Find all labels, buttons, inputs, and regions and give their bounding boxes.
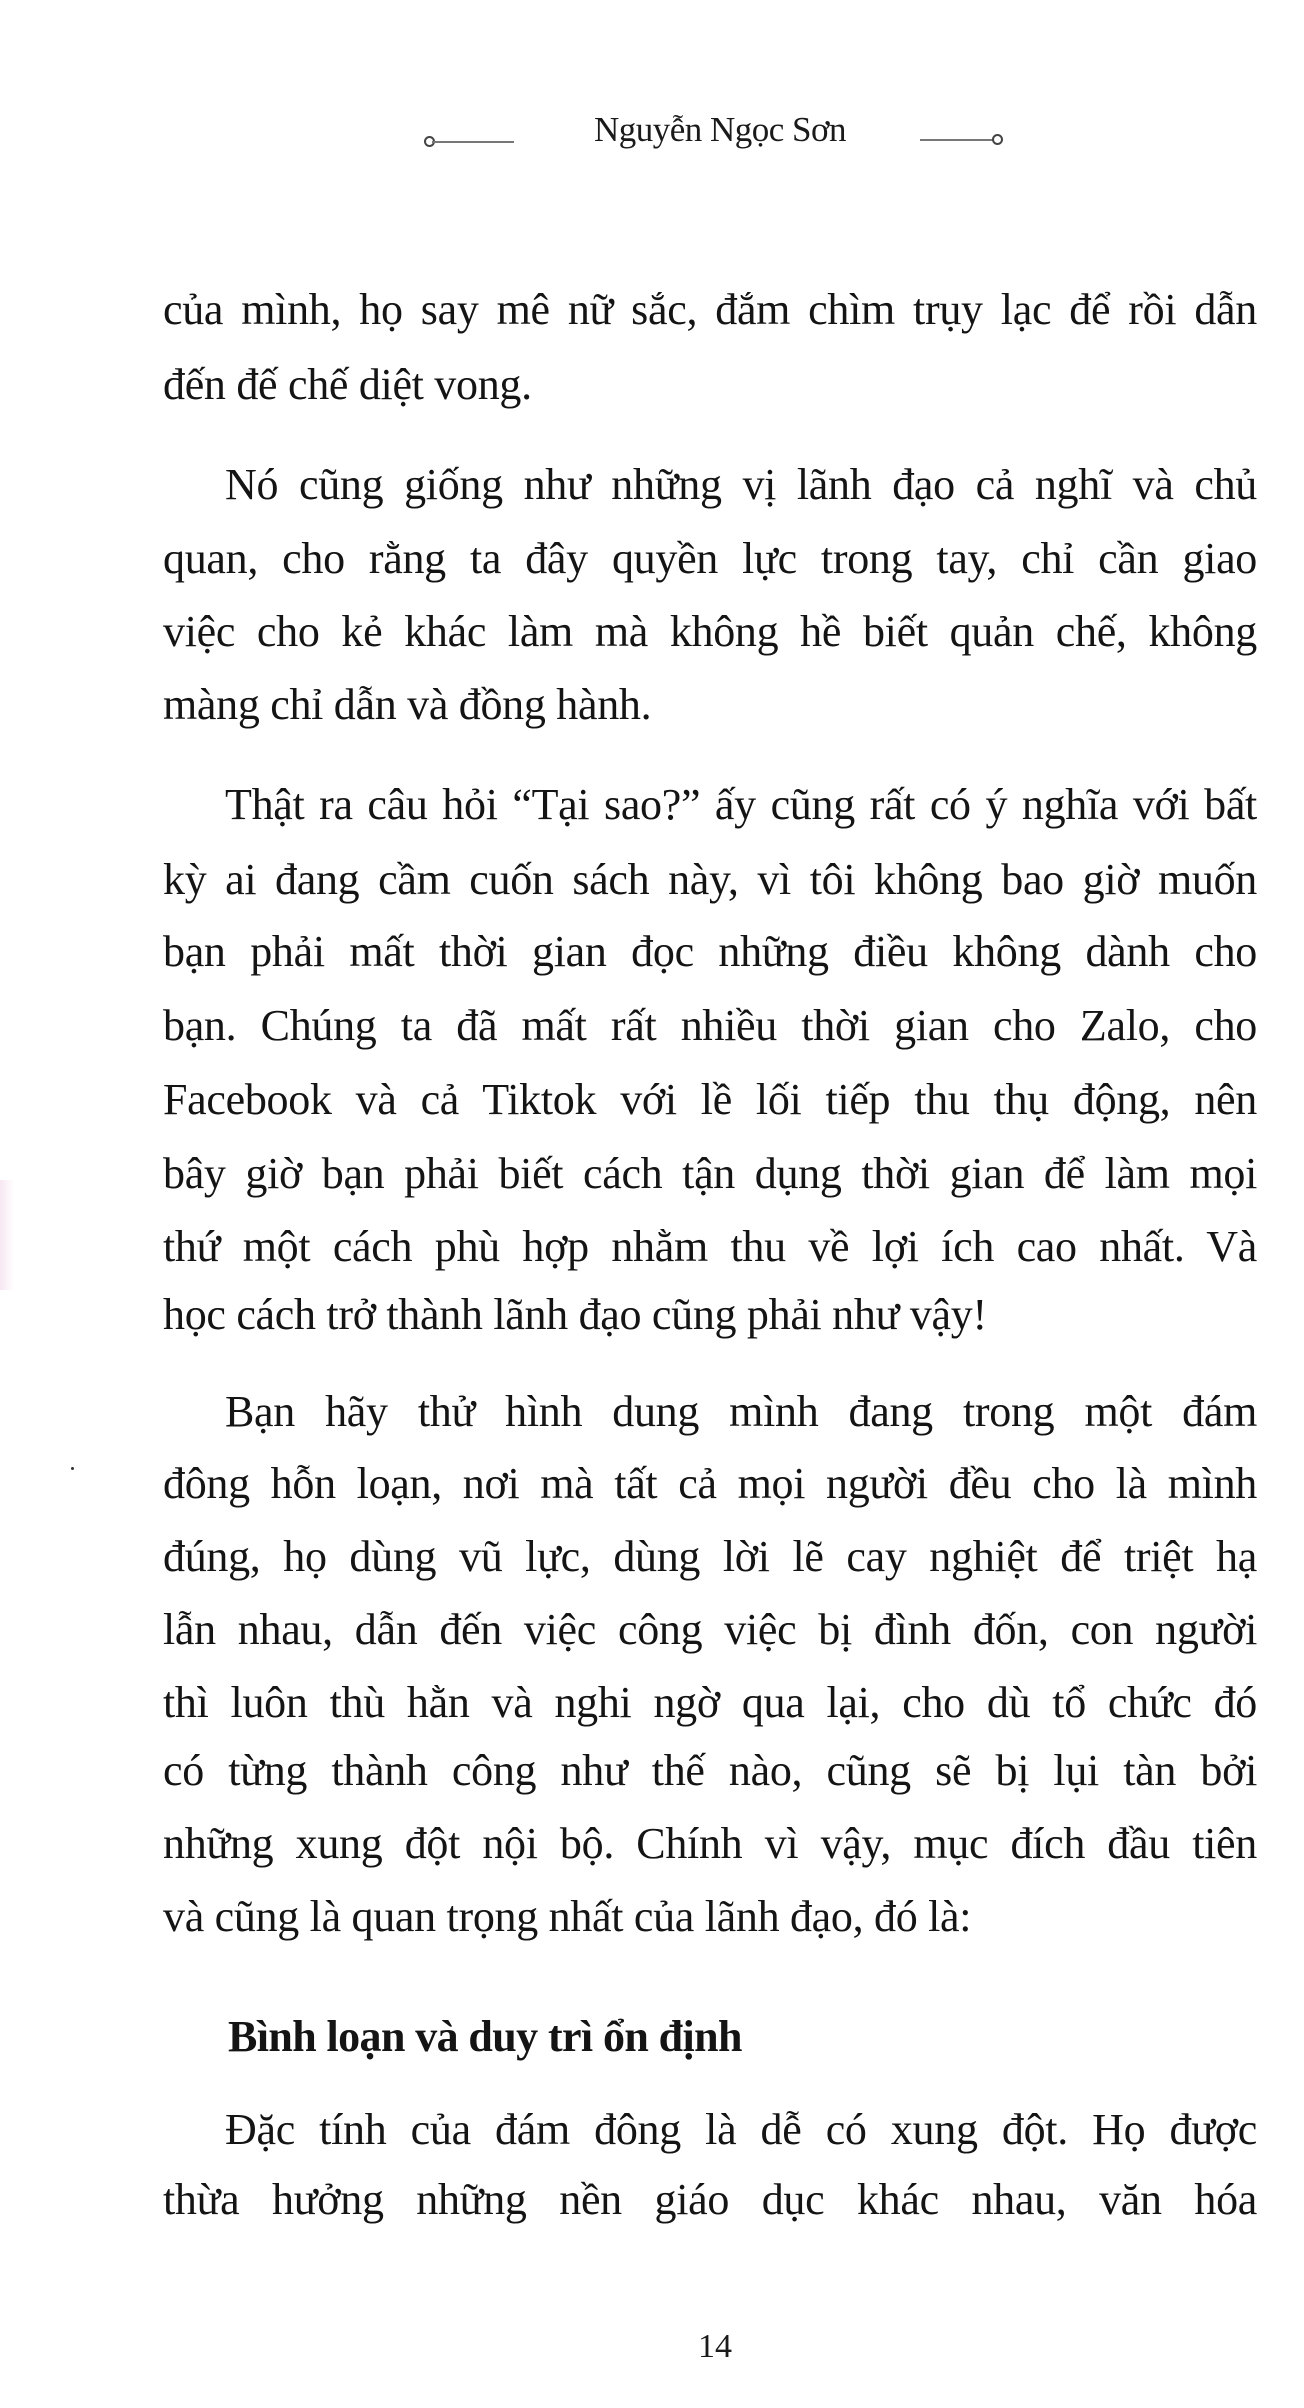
text-line: học cách trở thành lãnh đạo cũng phải như vậy!: [163, 1290, 987, 1339]
text-line: Bạn hãy thử hình dung mình đang trong một đám: [225, 1387, 1257, 1436]
page-edge-tint: [0, 1180, 14, 1290]
text-line: Đặc tính của đám đông là dễ có xung đột. Họ được: [225, 2105, 1257, 2154]
print-speck: [71, 1467, 74, 1470]
ornament-rule-left: [432, 141, 514, 143]
ornament-ring-right-icon: [992, 134, 1003, 145]
text-line: đúng, họ dùng vũ lực, dùng lời lẽ cay nghiệt để triệt hạ: [163, 1532, 1257, 1581]
text-line: kỳ ai đang cầm cuốn sách này, vì tôi không bao giờ muốn: [163, 855, 1257, 904]
text-line: màng chỉ dẫn và đồng hành.: [163, 680, 652, 729]
text-line: đông hỗn loạn, nơi mà tất cả mọi người đều cho là mình: [163, 1459, 1257, 1508]
text-line: thừa hưởng những nền giáo dục khác nhau, văn hóa: [163, 2175, 1257, 2224]
text-line: bạn. Chúng ta đã mất rất nhiều thời gian cho Zalo, cho: [163, 1001, 1257, 1050]
section-heading: Bình loạn và duy trì ổn định: [228, 2012, 742, 2061]
text-line: và cũng là quan trọng nhất của lãnh đạo, đó là:: [163, 1892, 972, 1941]
text-line: đến đế chế diệt vong.: [163, 360, 532, 409]
text-line: có từng thành công như thế nào, cũng sẽ bị lụi tàn bởi: [163, 1746, 1257, 1795]
ornament-rule-right: [920, 139, 994, 141]
text-line: lẫn nhau, dẫn đến việc công việc bị đình đốn, con người: [163, 1605, 1257, 1654]
text-line: Nó cũng giống như những vị lãnh đạo cả nghĩ và chủ: [225, 460, 1257, 509]
text-line: thứ một cách phù hợp nhằm thu về lợi ích cao nhất. Và: [163, 1222, 1257, 1271]
text-line: của mình, họ say mê nữ sắc, đắm chìm trụy lạc để rồi dẫn: [163, 285, 1257, 334]
text-line: Facebook và cả Tiktok với lề lối tiếp thu thụ động, nên: [163, 1075, 1257, 1124]
author-name: Nguyễn Ngọc Sơn: [593, 110, 847, 149]
text-line: Thật ra câu hỏi “Tại sao?” ấy cũng rất có ý nghĩa với bất: [225, 780, 1257, 829]
text-line: thì luôn thù hằn và nghi ngờ qua lại, cho dù tổ chức đó: [163, 1678, 1257, 1727]
text-line: quan, cho rằng ta đây quyền lực trong tay, chỉ cần giao: [163, 534, 1257, 583]
running-header: [0, 104, 1304, 164]
text-line: bạn phải mất thời gian đọc những điều không dành cho: [163, 927, 1257, 976]
text-line: bây giờ bạn phải biết cách tận dụng thời gian để làm mọi: [163, 1149, 1257, 1198]
text-line: việc cho kẻ khác làm mà không hề biết quản chế, không: [163, 607, 1257, 656]
text-line: những xung đột nội bộ. Chính vì vậy, mục đích đầu tiên: [163, 1819, 1257, 1868]
page-number: 14: [698, 2328, 732, 2365]
